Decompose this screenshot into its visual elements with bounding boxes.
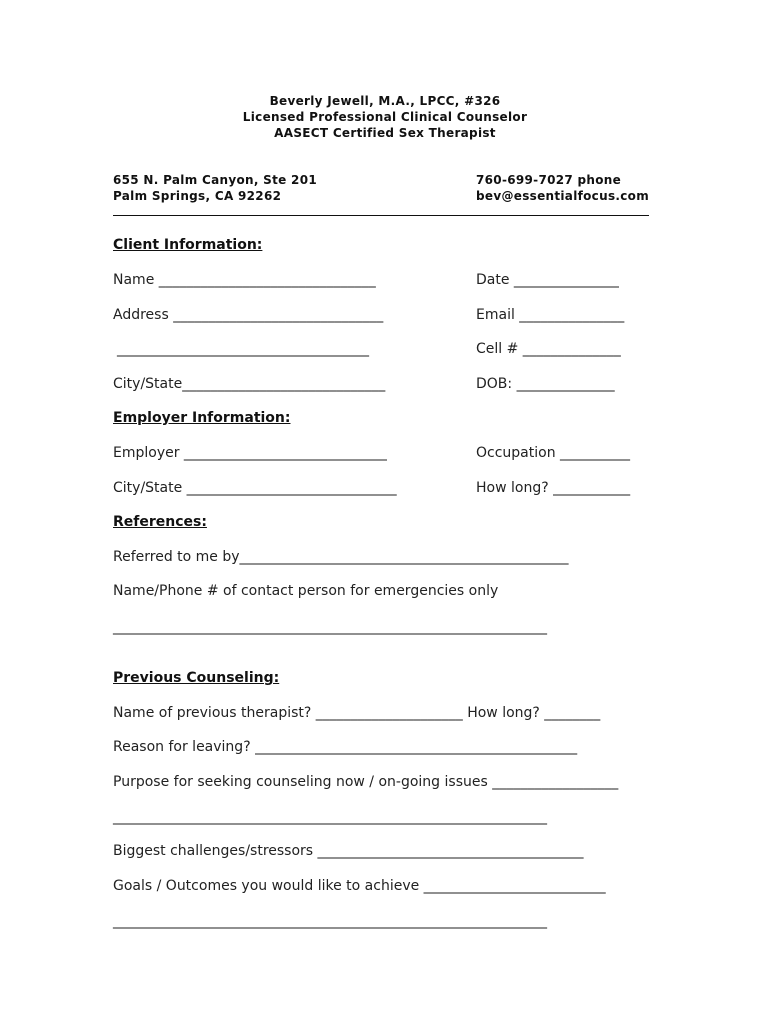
client-info-heading: Client Information: [113, 237, 263, 253]
goals-field[interactable]: Goals / Outcomes you would like to achieve __________________________ [113, 878, 606, 894]
address-line-2: Palm Springs, CA 92262 [113, 189, 282, 203]
client-city-state-field[interactable]: City/State_____________________________ [113, 376, 386, 392]
client-email-field[interactable]: Email _______________ [476, 307, 625, 323]
previous-counseling-heading: Previous Counseling: [113, 670, 280, 686]
challenges-field[interactable]: Biggest challenges/stressors ______________________________________ [113, 843, 584, 859]
employment-length-field[interactable]: How long? ___________ [476, 480, 631, 496]
emergency-contact-field[interactable]: ______________________________________________________________ [113, 619, 547, 635]
therapist-certification: AASECT Certified Sex Therapist [274, 126, 496, 140]
client-address-field[interactable]: Address ______________________________ [113, 307, 384, 323]
client-name-field[interactable]: Name _______________________________ [113, 272, 376, 288]
therapist-credential: Licensed Professional Clinical Counselor [242, 110, 528, 124]
emergency-contact-label: Name/Phone # of contact person for emergencies only [113, 583, 499, 599]
therapist-name: Beverly Jewell, M.A., LPCC, #326 [269, 94, 501, 108]
date-field[interactable]: Date _______________ [476, 272, 619, 288]
employer-info-heading: Employer Information: [113, 410, 291, 426]
email-address: bev@essentialfocus.com [476, 189, 650, 203]
purpose-field[interactable]: Purpose for seeking counseling now / on-going issues __________________ [113, 774, 619, 790]
reason-leaving-field[interactable]: Reason for leaving? ______________________________________________ [113, 739, 578, 755]
referred-by-field[interactable]: Referred to me by_______________________________________________ [113, 549, 569, 565]
goals-extra-line[interactable]: ______________________________________________________________ [113, 913, 547, 929]
phone-number: 760-699-7027 phone [476, 173, 622, 187]
client-address-line-2-field[interactable]: ____________________________________ [117, 341, 369, 357]
occupation-field[interactable]: Occupation __________ [476, 445, 631, 461]
cell-field[interactable]: Cell # ______________ [476, 341, 621, 357]
previous-therapist-field[interactable]: Name of previous therapist? _____________________ How long? ________ [113, 705, 601, 721]
address-line-1: 655 N. Palm Canyon, Ste 201 [113, 173, 318, 187]
employer-field[interactable]: Employer _____________________________ [113, 445, 387, 461]
header-divider [113, 215, 649, 216]
dob-field[interactable]: DOB: ______________ [476, 376, 615, 392]
employer-city-state-field[interactable]: City/State ______________________________ [113, 480, 397, 496]
references-heading: References: [113, 514, 207, 530]
purpose-extra-line[interactable]: ______________________________________________________________ [113, 809, 547, 825]
